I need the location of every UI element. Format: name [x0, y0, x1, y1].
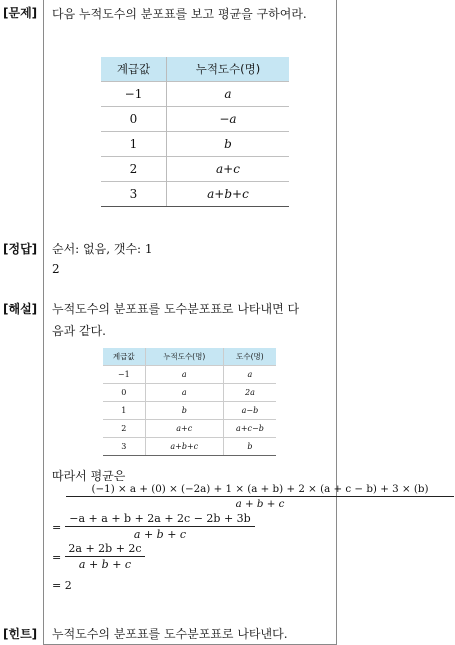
table-cell: a [223, 366, 276, 384]
table-cell: 0 [101, 107, 166, 132]
table-cell: 1 [101, 132, 166, 157]
table-cell: a [145, 384, 223, 402]
table-header: 계급값 [103, 348, 145, 366]
fraction-numerator: −a + a + b + 2a + 2c − 2b + 3b [65, 512, 255, 527]
therefore-text: 따라서 평균은 [52, 469, 126, 483]
table-header: 계급값 [101, 57, 166, 82]
table-row [103, 366, 276, 384]
table-cell: 0 [103, 384, 145, 402]
mean-result: = 2 [52, 579, 72, 592]
fraction-denominator: a + b + c [133, 528, 187, 541]
table-row [103, 384, 276, 402]
problem-label: [문제] [3, 6, 38, 20]
table-cell: a [166, 82, 289, 107]
table-row [101, 182, 289, 207]
table-header-row [101, 57, 289, 82]
table-cell: a−b [223, 402, 276, 420]
table-cell: a+c [166, 157, 289, 182]
fraction-numerator: 2a + 2b + 2c [65, 542, 145, 557]
table-row [101, 107, 289, 132]
table-cell: 1 [103, 402, 145, 420]
table-row [101, 157, 289, 182]
table-cell: b [166, 132, 289, 157]
table-header: 도수(명) [223, 348, 276, 366]
cumulative-frequency-table [101, 57, 289, 207]
equals-sign: = [52, 521, 62, 534]
fraction-denominator: a + b + c [78, 558, 132, 571]
table-cell: 2a [223, 384, 276, 402]
fraction-numerator: (−1) × a + (0) × (−2a) + 1 × (a + b) + 2 × (a + c − b) + 3 × (b) [66, 483, 454, 497]
explanation-line1: 누적도수의 분포표를 도수분포표로 나타내면 다 [52, 302, 300, 316]
equals-sign: = [52, 551, 62, 564]
mean-fraction-step3 [65, 542, 145, 571]
explanation-label: [해설] [3, 302, 38, 316]
table-cell: a+b+c [145, 438, 223, 456]
explanation-line2: 음과 같다. [52, 324, 106, 338]
table-cell: a+c [145, 420, 223, 438]
table-cell: −a [166, 107, 289, 132]
table-row [101, 132, 289, 157]
table-cell: −1 [101, 82, 166, 107]
problem-text: 다음 누적도수의 분포표를 보고 평균을 구하여라. [52, 7, 307, 21]
answer-meta: 순서: 없음, 갯수: 1 [52, 242, 153, 256]
table-cell: b [223, 438, 276, 456]
table-cell: a+b+c [166, 182, 289, 207]
table-cell: b [145, 402, 223, 420]
answer-value: 2 [52, 262, 60, 276]
table-row [101, 82, 289, 107]
table-row [103, 420, 276, 438]
table-header: 누적도수(명) [166, 57, 289, 82]
fraction-denominator: a + b + c [235, 498, 285, 510]
table-cell: −1 [103, 366, 145, 384]
hint-text: 누적도수의 분포표를 도수분포표로 나타낸다. [52, 627, 288, 641]
hint-label: [힌트] [3, 627, 38, 641]
mean-fraction-step1 [66, 483, 454, 510]
table-header-row [103, 348, 276, 366]
table-cell: a+c−b [223, 420, 276, 438]
table-cell: 3 [103, 438, 145, 456]
table-cell: 3 [101, 182, 166, 207]
table-cell: 2 [101, 157, 166, 182]
table-row [103, 402, 276, 420]
table-cell: 2 [103, 420, 145, 438]
answer-label: [정답] [3, 242, 38, 256]
frequency-table [103, 348, 276, 456]
mean-fraction-step2 [65, 512, 255, 541]
table-row [103, 438, 276, 456]
table-cell: a [145, 366, 223, 384]
table-header: 누적도수(명) [145, 348, 223, 366]
